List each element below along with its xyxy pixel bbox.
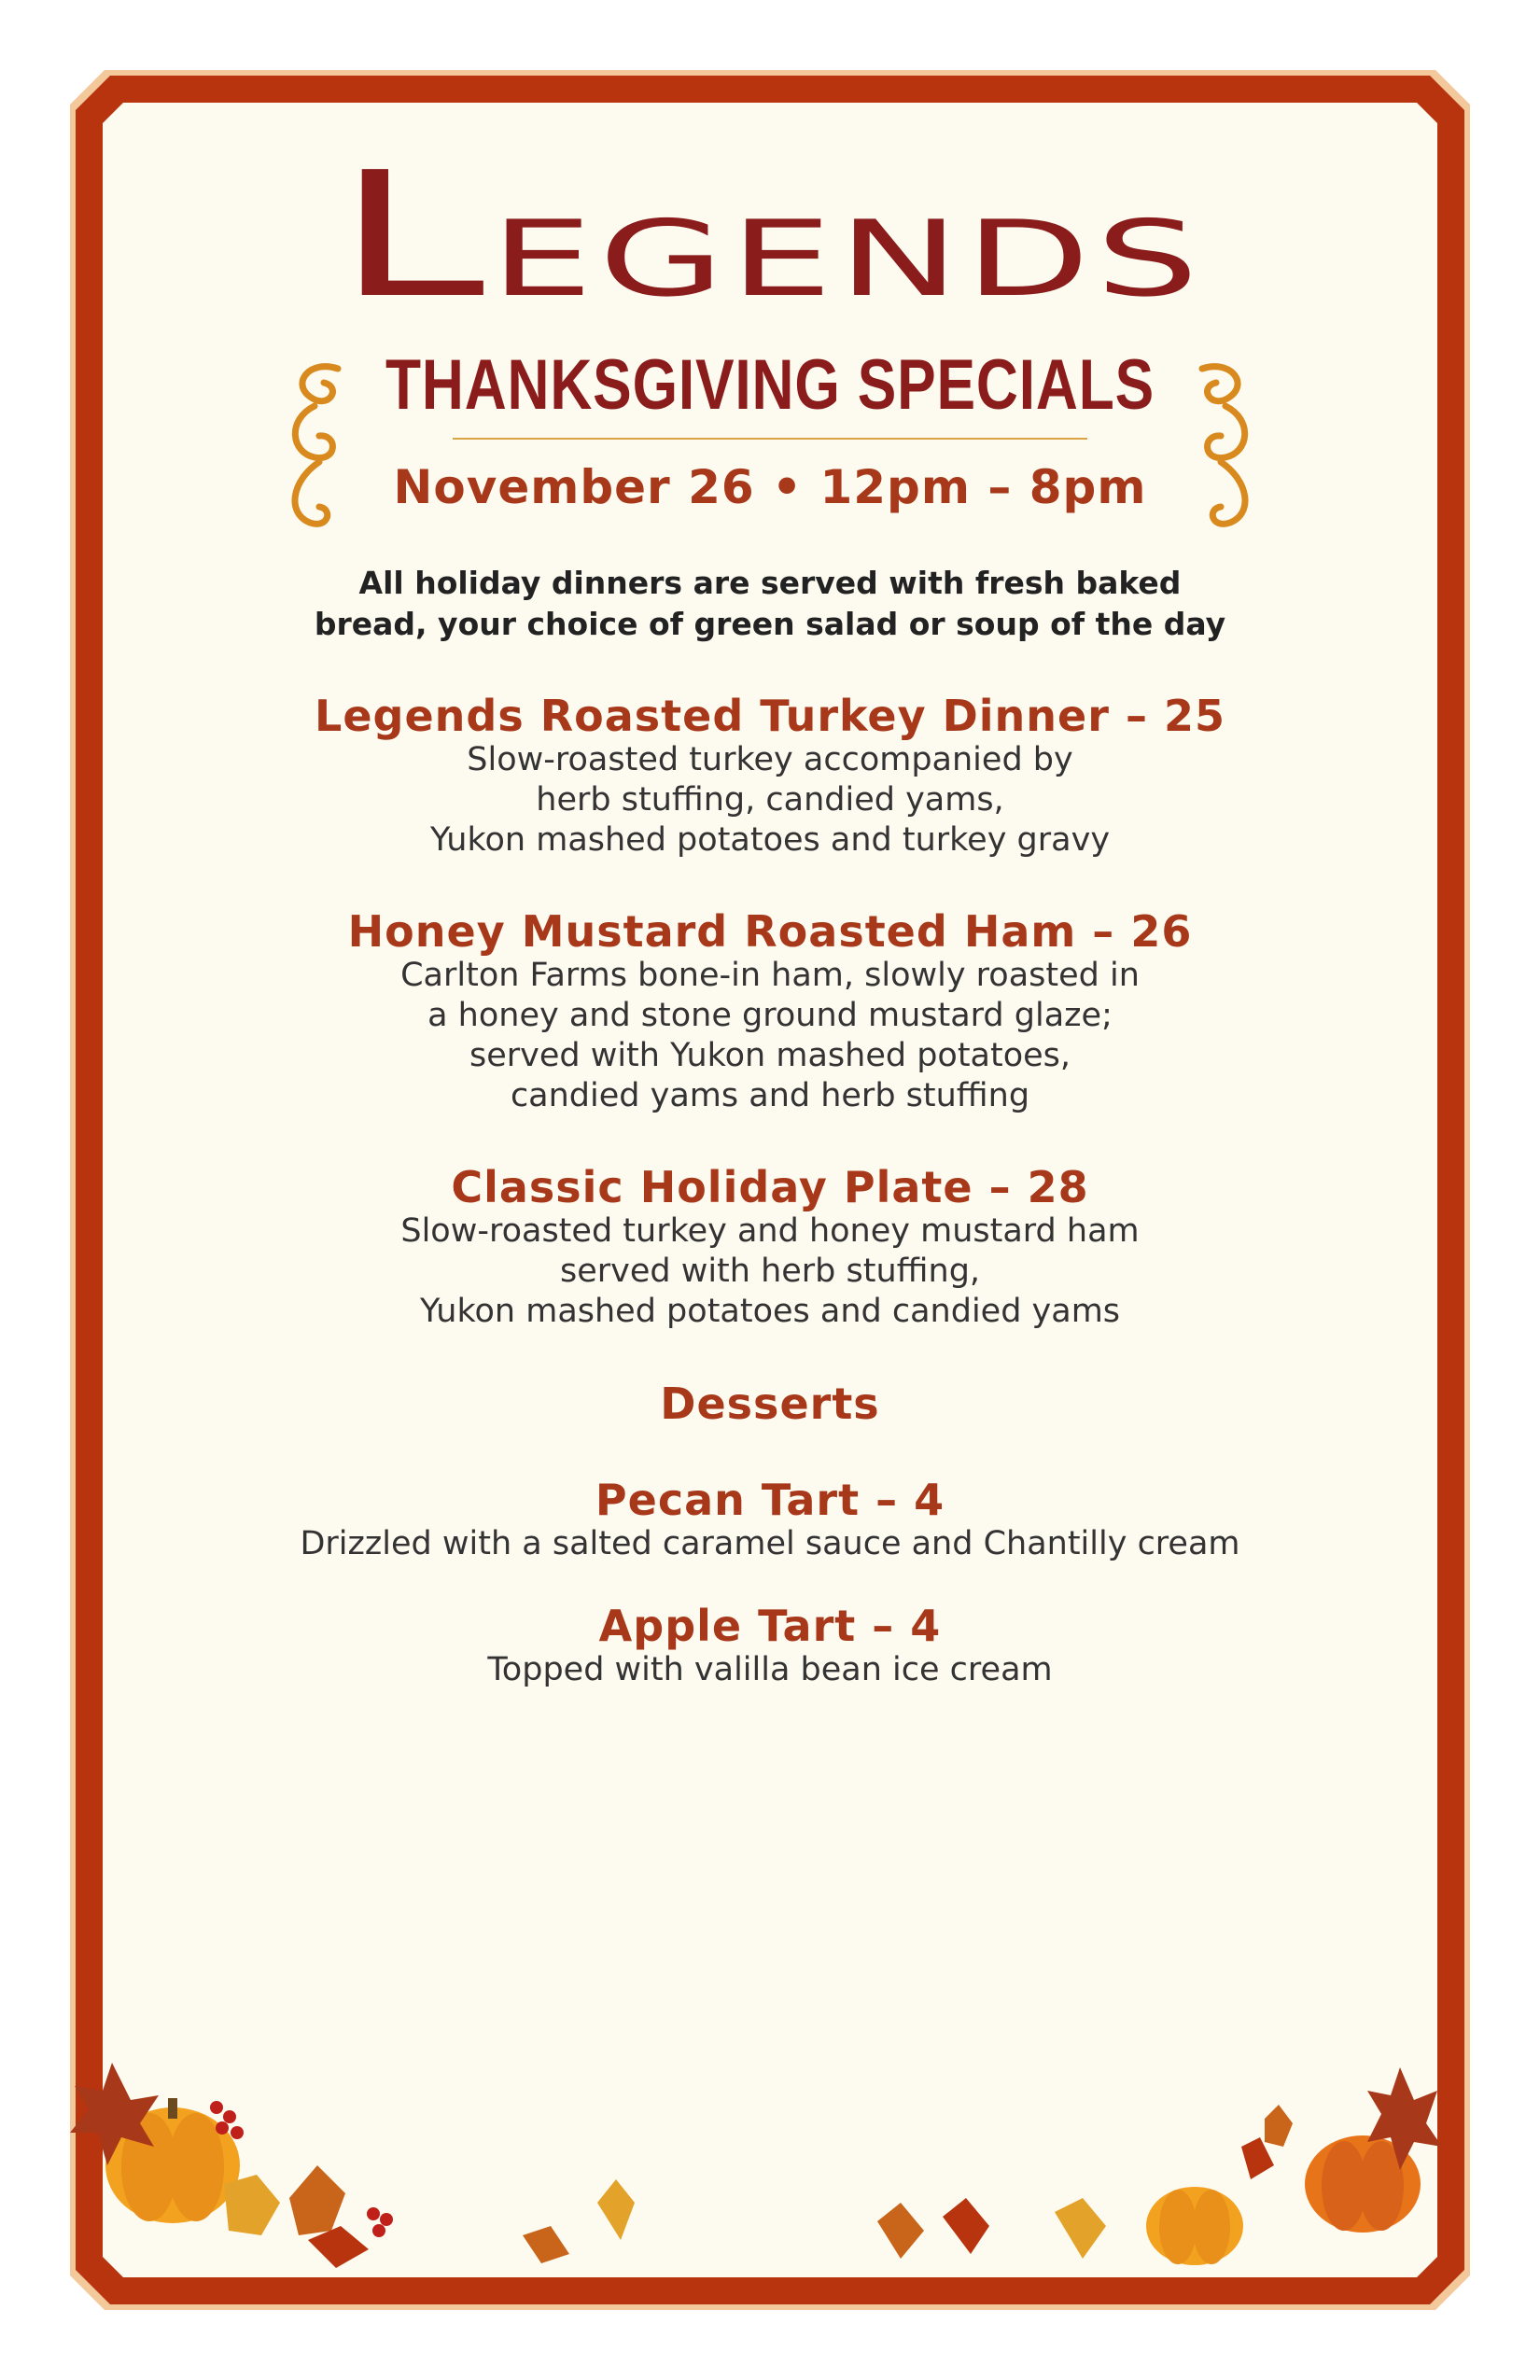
item-name: Apple Tart – 4 [598,1601,942,1651]
subtitle: THANKSGIVING SPECIALS [385,345,1155,425]
leaf-icon [224,2165,1106,2268]
intro-text: All holiday dinners are served with fresh baked bread, your choice of green salad or soup of the day [314,565,1226,642]
pumpkin-icon [1146,2135,1421,2265]
item-description: Slow-roasted turkey and honey mustard ham served with herb stuffing, Yukon mashed potatoes and candied yams [400,1212,1140,1330]
item-name: Classic Holiday Plate – 28 [451,1162,1089,1212]
item-description: Drizzled with a salted caramel sauce and Chantilly cream [300,1525,1240,1562]
item-name: Legends Roasted Turkey Dinner – 25 [315,691,1225,741]
restaurant-title: LEGENDS [335,134,1205,336]
desserts-heading: Desserts [660,1379,880,1429]
item-name: Pecan Tart – 4 [595,1475,945,1525]
item-description: Slow-roasted turkey accompanied by herb stuffing, candied yams, Yukon mashed potatoes and turkey gravy [429,741,1111,859]
item-description: Topped with valilla bean ice cream [487,1651,1053,1688]
event-date: November 26 • 12pm – 8pm [393,460,1147,514]
item-name: Honey Mustard Roasted Ham – 26 [347,906,1193,957]
item-description: Carlton Farms bone-in ham, slowly roasted in a honey and stone ground mustard glaze; served with Yukon mashed potatoes, candied yams and herb stuffing [400,957,1140,1114]
